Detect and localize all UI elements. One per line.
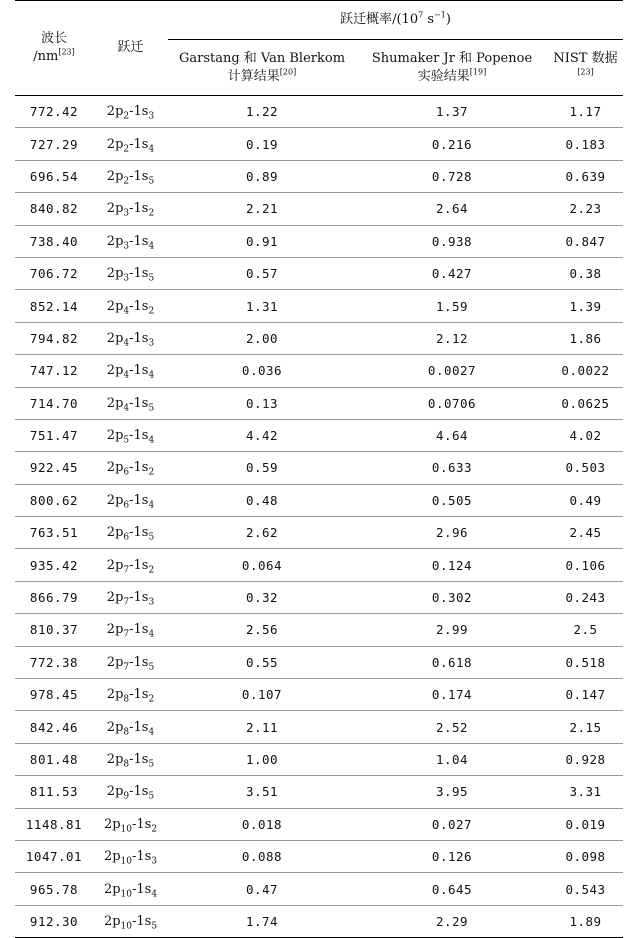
cell-garstang: 2.62 — [168, 517, 356, 549]
transition-upper: 2p — [106, 525, 124, 541]
cell-shumaker: 1.04 — [356, 743, 548, 775]
cell-transition — [93, 808, 168, 840]
cell-nist: 0.0625 — [548, 387, 623, 419]
transition-upper-sub: 3 — [123, 273, 130, 284]
transition-lower-sub: 4 — [148, 370, 155, 381]
transition-lower: -1s — [129, 687, 149, 703]
cell-wavelength: 727.29 — [15, 128, 93, 160]
cell-transition — [93, 711, 168, 743]
cell-wavelength: 706.72 — [15, 257, 93, 289]
cell-garstang: 0.55 — [168, 646, 356, 678]
transition-upper: 2p — [103, 913, 121, 929]
transition-lower-sub: 5 — [148, 532, 155, 543]
cell-wavelength: 922.45 — [15, 452, 93, 484]
cell-nist: 2.5 — [548, 614, 623, 646]
transition-upper: 2p — [106, 492, 124, 508]
table-row — [15, 257, 623, 289]
table-row — [15, 484, 623, 516]
transition-lower-sub: 5 — [148, 791, 155, 802]
cell-garstang: 1.31 — [168, 290, 356, 322]
cell-nist: 0.639 — [548, 160, 623, 192]
transition-upper-sub: 4 — [123, 338, 130, 349]
cell-wavelength: 852.14 — [15, 290, 93, 322]
transition-lower-sub: 4 — [151, 889, 158, 900]
cell-nist: 0.543 — [548, 873, 623, 905]
cell-shumaker: 0.427 — [356, 257, 548, 289]
transition-lower: -1s — [131, 881, 152, 897]
transition-probability-table — [15, 0, 623, 938]
cell-nist: 0.183 — [548, 128, 623, 160]
transition-upper-sub: 4 — [123, 370, 130, 381]
cell-transition — [93, 452, 168, 484]
cell-shumaker: 1.59 — [356, 290, 548, 322]
cell-transition — [93, 776, 168, 808]
transition-upper: 2p — [106, 687, 124, 703]
transition-lower-sub: 2 — [148, 208, 155, 219]
table-row — [15, 581, 623, 613]
cell-nist: 0.49 — [548, 484, 623, 516]
cell-transition — [93, 419, 168, 451]
header-wavelength-ref: [23] — [58, 47, 75, 57]
transition-lower-sub: 2 — [148, 306, 155, 317]
table-row — [15, 711, 623, 743]
cell-shumaker: 2.52 — [356, 711, 548, 743]
transition-lower: -1s — [129, 201, 149, 217]
cell-wavelength: 978.45 — [15, 679, 93, 711]
transition-lower: -1s — [131, 849, 152, 865]
transition-lower: -1s — [129, 136, 149, 152]
cell-garstang: 0.19 — [168, 128, 356, 160]
cell-transition — [93, 322, 168, 354]
cell-garstang: 0.89 — [168, 160, 356, 192]
transition-lower: -1s — [129, 168, 149, 184]
transition-lower: -1s — [129, 557, 149, 573]
group-unit-exp: −1 — [434, 10, 446, 20]
cell-transition — [93, 290, 168, 322]
cell-wavelength: 866.79 — [15, 581, 93, 613]
transition-lower: -1s — [129, 525, 149, 541]
table-row — [15, 614, 623, 646]
transition-upper-sub: 6 — [123, 532, 130, 543]
transition-lower-sub: 4 — [148, 727, 155, 738]
transition-upper-sub: 6 — [123, 500, 130, 511]
cell-shumaker: 0.302 — [356, 581, 548, 613]
transition-upper: 2p — [106, 784, 124, 800]
transition-lower: -1s — [129, 460, 149, 476]
cell-wavelength: 714.70 — [15, 387, 93, 419]
transition-lower: -1s — [129, 330, 149, 346]
header-group-probability — [168, 1, 623, 40]
transition-lower-sub: 5 — [148, 403, 155, 414]
table-row — [15, 419, 623, 451]
cell-shumaker: 3.95 — [356, 776, 548, 808]
cell-wavelength: 751.47 — [15, 419, 93, 451]
table-row — [15, 549, 623, 581]
header-nist-label: NIST 数据 — [553, 50, 618, 66]
cell-garstang: 0.13 — [168, 387, 356, 419]
transition-lower: -1s — [131, 913, 152, 929]
cell-wavelength: 840.82 — [15, 193, 93, 225]
header-nist-ref: [23] — [577, 67, 594, 77]
cell-garstang: 0.48 — [168, 484, 356, 516]
transition-lower-sub: 5 — [151, 921, 158, 932]
transition-lower-sub: 4 — [148, 500, 155, 511]
cell-garstang: 0.036 — [168, 355, 356, 387]
table-row — [15, 452, 623, 484]
cell-nist: 0.106 — [548, 549, 623, 581]
transition-lower: -1s — [129, 492, 149, 508]
cell-shumaker: 0.633 — [356, 452, 548, 484]
cell-nist: 0.243 — [548, 581, 623, 613]
transition-lower-sub: 3 — [148, 111, 155, 122]
header-garstang-line2: 计算结果 — [227, 68, 280, 84]
transition-upper-sub: 2 — [123, 144, 130, 155]
group-title: 跃迁概率/(10 — [340, 12, 419, 27]
cell-garstang: 1.74 — [168, 905, 356, 937]
table-row — [15, 679, 623, 711]
cell-transition — [93, 840, 168, 872]
cell-garstang: 0.018 — [168, 808, 356, 840]
cell-garstang: 0.32 — [168, 581, 356, 613]
cell-nist: 0.147 — [548, 679, 623, 711]
cell-wavelength: 738.40 — [15, 225, 93, 257]
transition-upper: 2p — [106, 104, 124, 120]
transition-upper-sub: 2 — [123, 111, 130, 122]
cell-nist: 4.02 — [548, 419, 623, 451]
cell-wavelength: 810.37 — [15, 614, 93, 646]
transition-upper-sub: 7 — [123, 630, 130, 641]
cell-garstang: 0.064 — [168, 549, 356, 581]
cell-nist: 0.518 — [548, 646, 623, 678]
cell-shumaker: 2.99 — [356, 614, 548, 646]
header-wavelength-unit: /nm — [33, 49, 59, 64]
cell-nist: 1.89 — [548, 905, 623, 937]
cell-garstang: 0.107 — [168, 679, 356, 711]
cell-shumaker: 0.216 — [356, 128, 548, 160]
transition-upper: 2p — [106, 622, 124, 638]
transition-upper-sub: 4 — [123, 403, 130, 414]
transition-lower-sub: 5 — [148, 273, 155, 284]
cell-shumaker: 1.37 — [356, 96, 548, 128]
transition-upper-sub: 2 — [123, 176, 130, 187]
transition-lower-sub: 3 — [148, 597, 155, 608]
cell-wavelength: 801.48 — [15, 743, 93, 775]
header-nist — [548, 40, 623, 96]
cell-garstang: 4.42 — [168, 419, 356, 451]
header-transition — [93, 1, 168, 96]
cell-nist: 0.503 — [548, 452, 623, 484]
cell-wavelength: 800.62 — [15, 484, 93, 516]
transition-upper: 2p — [106, 298, 124, 314]
transition-lower: -1s — [129, 590, 149, 606]
transition-lower: -1s — [129, 266, 149, 282]
transition-upper-sub: 10 — [120, 824, 132, 835]
cell-wavelength: 965.78 — [15, 873, 93, 905]
cell-nist: 2.23 — [548, 193, 623, 225]
table-row — [15, 193, 623, 225]
cell-nist: 0.019 — [548, 808, 623, 840]
cell-wavelength: 772.38 — [15, 646, 93, 678]
cell-nist: 2.15 — [548, 711, 623, 743]
cell-garstang: 0.57 — [168, 257, 356, 289]
header-transition-label: 跃迁 — [117, 40, 144, 55]
cell-garstang: 2.21 — [168, 193, 356, 225]
transition-upper-sub: 8 — [123, 759, 130, 770]
transition-upper-sub: 9 — [123, 791, 130, 802]
cell-garstang: 1.22 — [168, 96, 356, 128]
cell-wavelength: 811.53 — [15, 776, 93, 808]
table-row — [15, 225, 623, 257]
cell-shumaker: 0.728 — [356, 160, 548, 192]
cell-nist: 0.847 — [548, 225, 623, 257]
cell-wavelength: 794.82 — [15, 322, 93, 354]
cell-nist: 3.31 — [548, 776, 623, 808]
transition-lower-sub: 2 — [151, 824, 158, 835]
cell-nist: 1.39 — [548, 290, 623, 322]
cell-transition — [93, 743, 168, 775]
transition-upper: 2p — [106, 363, 124, 379]
cell-wavelength: 696.54 — [15, 160, 93, 192]
transition-upper-sub: 4 — [123, 306, 130, 317]
header-shumaker-ref: [19] — [469, 67, 487, 77]
table-row — [15, 808, 623, 840]
transition-upper: 2p — [106, 266, 124, 282]
cell-shumaker: 2.29 — [356, 905, 548, 937]
header-garstang-ref: [20] — [279, 67, 297, 77]
transition-lower: -1s — [129, 654, 149, 670]
cell-transition — [93, 225, 168, 257]
cell-wavelength: 935.42 — [15, 549, 93, 581]
transition-upper-sub: 7 — [123, 565, 130, 576]
transition-lower: -1s — [129, 752, 149, 767]
transition-upper-sub: 6 — [123, 468, 130, 479]
transition-upper: 2p — [106, 168, 124, 184]
transition-upper-sub: 3 — [123, 241, 130, 252]
transition-upper: 2p — [106, 557, 124, 573]
cell-garstang: 0.47 — [168, 873, 356, 905]
transition-upper-sub: 7 — [123, 597, 130, 608]
group-close: ) — [445, 12, 451, 27]
cell-wavelength: 772.42 — [15, 96, 93, 128]
transition-upper-sub: 10 — [120, 856, 132, 867]
cell-shumaker: 2.64 — [356, 193, 548, 225]
transition-lower: -1s — [129, 719, 149, 735]
cell-shumaker: 0.174 — [356, 679, 548, 711]
cell-nist: 0.928 — [548, 743, 623, 775]
cell-transition — [93, 646, 168, 678]
transition-lower-sub: 3 — [151, 856, 158, 867]
transition-upper: 2p — [106, 395, 124, 411]
cell-transition — [93, 128, 168, 160]
header-shumaker-line1: Shumaker Jr 和 Popenoe — [371, 50, 533, 66]
transition-lower: -1s — [129, 428, 149, 444]
table-row — [15, 128, 623, 160]
header-wavelength-label: 波长 — [40, 31, 67, 46]
transition-upper: 2p — [103, 849, 121, 865]
header-row-1 — [15, 1, 623, 40]
transition-upper: 2p — [106, 136, 124, 152]
cell-transition — [93, 193, 168, 225]
transition-upper-sub: 8 — [123, 727, 130, 738]
transition-lower: -1s — [129, 298, 149, 314]
transition-upper: 2p — [103, 881, 121, 897]
transition-lower: -1s — [129, 622, 149, 638]
cell-garstang: 0.91 — [168, 225, 356, 257]
table-row — [15, 776, 623, 808]
transition-upper: 2p — [106, 590, 124, 606]
cell-transition — [93, 517, 168, 549]
transition-lower: -1s — [129, 233, 149, 249]
cell-garstang: 0.59 — [168, 452, 356, 484]
transition-upper: 2p — [106, 719, 124, 735]
cell-shumaker: 0.124 — [356, 549, 548, 581]
cell-shumaker: 0.938 — [356, 225, 548, 257]
header-wavelength — [15, 1, 93, 96]
table-row — [15, 387, 623, 419]
cell-shumaker: 0.126 — [356, 840, 548, 872]
cell-nist: 0.0022 — [548, 355, 623, 387]
cell-garstang: 2.56 — [168, 614, 356, 646]
transition-upper: 2p — [106, 201, 124, 217]
transition-lower-sub: 5 — [148, 759, 155, 770]
cell-transition — [93, 484, 168, 516]
cell-transition — [93, 581, 168, 613]
cell-shumaker: 0.618 — [356, 646, 548, 678]
transition-upper-sub: 7 — [123, 662, 130, 673]
cell-wavelength: 1047.01 — [15, 840, 93, 872]
transition-upper: 2p — [103, 816, 121, 832]
cell-wavelength: 747.12 — [15, 355, 93, 387]
transition-upper: 2p — [106, 233, 124, 249]
table-row — [15, 96, 623, 128]
table-row — [15, 517, 623, 549]
transition-lower-sub: 2 — [148, 565, 155, 576]
transition-upper: 2p — [106, 752, 124, 767]
transition-upper-sub: 8 — [123, 694, 130, 705]
table-row — [15, 322, 623, 354]
transition-upper: 2p — [106, 428, 124, 444]
transition-upper: 2p — [106, 460, 124, 476]
transition-lower-sub: 4 — [148, 630, 155, 641]
cell-transition — [93, 160, 168, 192]
cell-shumaker: 2.12 — [356, 322, 548, 354]
transition-upper-sub: 3 — [123, 208, 130, 219]
cell-wavelength: 763.51 — [15, 517, 93, 549]
transition-upper: 2p — [106, 654, 124, 670]
cell-transition — [93, 614, 168, 646]
cell-wavelength: 912.30 — [15, 905, 93, 937]
table-header — [15, 1, 623, 96]
table-body — [15, 96, 623, 938]
cell-wavelength: 842.46 — [15, 711, 93, 743]
cell-transition — [93, 905, 168, 937]
transition-lower-sub: 3 — [148, 338, 155, 349]
group-exp: 7 — [418, 10, 424, 20]
group-unit: s — [423, 12, 435, 27]
cell-transition — [93, 873, 168, 905]
cell-garstang: 3.51 — [168, 776, 356, 808]
cell-wavelength: 1148.81 — [15, 808, 93, 840]
transition-upper: 2p — [106, 330, 124, 346]
cell-nist: 0.38 — [548, 257, 623, 289]
cell-garstang: 2.11 — [168, 711, 356, 743]
cell-transition — [93, 257, 168, 289]
cell-transition — [93, 387, 168, 419]
transition-lower: -1s — [129, 363, 149, 379]
cell-shumaker: 0.027 — [356, 808, 548, 840]
cell-shumaker: 0.505 — [356, 484, 548, 516]
cell-nist: 1.86 — [548, 322, 623, 354]
header-shumaker-line2: 实验结果 — [417, 68, 470, 84]
cell-nist: 1.17 — [548, 96, 623, 128]
table-row — [15, 160, 623, 192]
cell-nist: 0.098 — [548, 840, 623, 872]
transition-lower: -1s — [129, 395, 149, 411]
transition-lower-sub: 4 — [148, 241, 155, 252]
table-row — [15, 646, 623, 678]
table-row — [15, 743, 623, 775]
table-row — [15, 290, 623, 322]
transition-lower: -1s — [131, 816, 152, 832]
transition-lower-sub: 5 — [148, 662, 155, 673]
cell-transition — [93, 679, 168, 711]
table-row — [15, 840, 623, 872]
transition-upper-sub: 10 — [120, 889, 132, 900]
transition-lower-sub: 2 — [148, 468, 155, 479]
table-row — [15, 873, 623, 905]
header-garstang — [168, 40, 356, 96]
transition-lower-sub: 4 — [148, 144, 155, 155]
cell-garstang: 1.00 — [168, 743, 356, 775]
cell-shumaker: 2.96 — [356, 517, 548, 549]
transition-lower: -1s — [129, 104, 149, 120]
transition-upper-sub: 5 — [123, 435, 130, 446]
cell-transition — [93, 355, 168, 387]
header-garstang-line1: Garstang 和 Van Blerkom — [178, 50, 346, 66]
cell-nist: 2.45 — [548, 517, 623, 549]
transition-lower-sub: 5 — [148, 176, 155, 187]
cell-transition — [93, 96, 168, 128]
table-row — [15, 355, 623, 387]
transition-lower-sub: 4 — [148, 435, 155, 446]
cell-shumaker: 0.0706 — [356, 387, 548, 419]
header-shumaker — [356, 40, 548, 96]
cell-shumaker: 0.0027 — [356, 355, 548, 387]
transition-upper-sub: 10 — [120, 921, 132, 932]
cell-transition — [93, 549, 168, 581]
cell-shumaker: 0.645 — [356, 873, 548, 905]
transition-lower-sub: 2 — [148, 694, 155, 705]
cell-garstang: 0.088 — [168, 840, 356, 872]
cell-garstang: 2.00 — [168, 322, 356, 354]
transition-lower: -1s — [129, 784, 149, 800]
table-row — [15, 905, 623, 937]
cell-shumaker: 4.64 — [356, 419, 548, 451]
